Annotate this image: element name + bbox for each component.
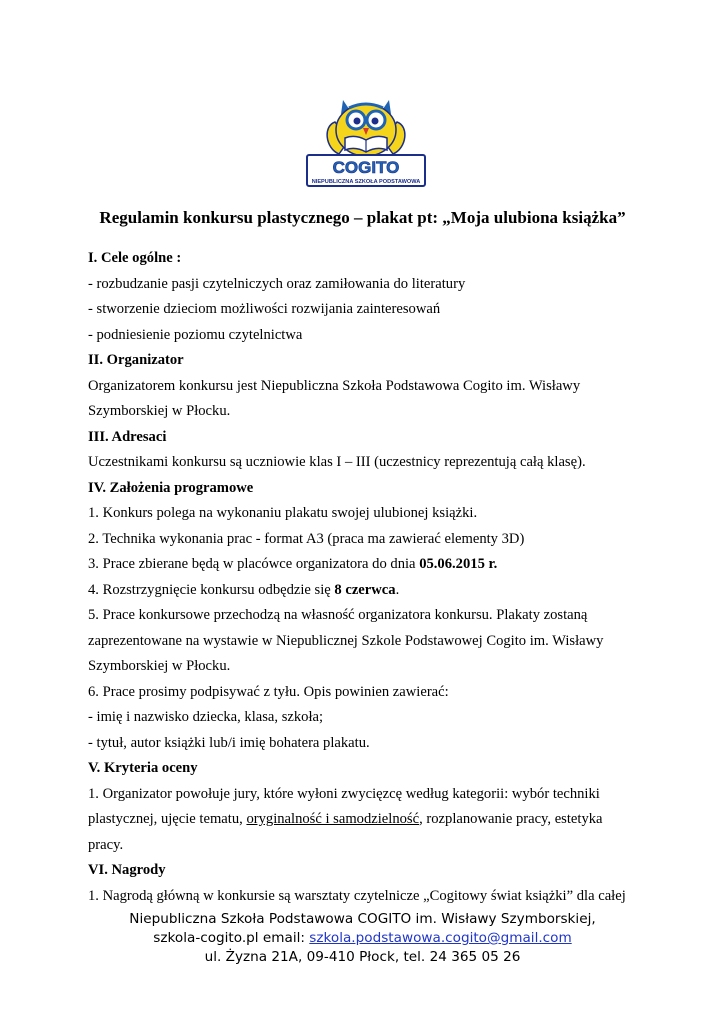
email-link[interactable]: szkola.podstawowa.cogito@gmail.com	[309, 930, 572, 946]
paragraph-line: Organizatorem konkursu jest Niepubliczna Szkoła Podstawowa Cogito im. Wisławy	[88, 377, 581, 394]
item-text: 3. Prace zbierane będą w placówce organizatora do dnia	[88, 556, 420, 572]
paragraph-line: pracy.	[88, 836, 124, 853]
logo-subtitle: NIEPUBLICZNA SZKOŁA PODSTAWOWA	[311, 179, 421, 185]
paragraph-line: Uczestnikami konkursu są uczniowie klas I – III (uczestnicy reprezentują całą klasę).	[88, 454, 586, 470]
footer-address: ul. Żyzna 21A, 09-410 Płock, tel. 24 365 05 26	[204, 949, 521, 965]
section-heading-program: IV. Założenia programowe	[88, 479, 254, 496]
results-date: 8 czerwca	[334, 581, 396, 598]
paragraph-line: Szymborskiej w Płocku.	[88, 403, 231, 419]
list-item: 6. Prace prosimy podpisywać z tyłu. Opis powinien zawierać:	[88, 683, 449, 700]
list-item: - rozbudzanie pasji czytelniczych oraz zamiłowania do literatury	[88, 275, 466, 292]
page-footer	[0, 910, 725, 967]
list-item: 1. Konkurs polega na wykonaniu plakatu swojej ulubionej książki.	[88, 505, 478, 521]
item-text: , rozplanowanie pracy, estetyka	[419, 811, 603, 827]
list-item	[88, 578, 648, 604]
owl-logo-icon	[305, 92, 427, 188]
document-title: Regulamin konkursu plastycznego – plakat pt: „Moja ulubiona książka”	[99, 208, 626, 227]
paragraph-line: 1. Organizator powołuje jury, które wyłoni zwycięzcę według kategorii: wybór techniki	[88, 785, 600, 802]
list-item: 2. Technika wykonania prac - format A3 (praca ma zawierać elementy 3D)	[88, 530, 525, 547]
item-text: plastycznej, ujęcie tematu,	[88, 811, 247, 827]
paragraph-line	[88, 807, 648, 833]
section-heading-addressees: III. Adresaci	[88, 428, 167, 445]
section-heading-goals: I. Cele ogólne :	[88, 250, 182, 266]
document-body	[88, 246, 648, 909]
list-item: - podniesienie poziomu czytelnictwa	[88, 326, 303, 343]
logo-name: COGITO	[332, 158, 400, 177]
footer-school-name: Niepubliczna Szkoła Podstawowa COGITO im. Wisławy Szymborskiej,	[129, 911, 596, 927]
school-logo	[305, 92, 427, 188]
section-heading-organizer: II. Organizator	[88, 352, 184, 368]
footer-contact	[0, 929, 725, 948]
deadline-date: 05.06.2015 r.	[419, 556, 498, 572]
section-heading-criteria: V. Kryteria oceny	[88, 760, 198, 776]
paragraph-line: 1. Nagrodą główną w konkursie są warsztaty czytelnicze „Cogitowy świat książki” dla całej	[88, 887, 626, 904]
item-text: .	[395, 581, 400, 598]
paragraph-line: Szymborskiej w Płocku.	[88, 658, 231, 674]
underlined-criteria: oryginalność i samodzielność	[246, 811, 420, 827]
section-heading-prizes: VI. Nagrody	[88, 862, 166, 878]
list-item: 5. Prace konkursowe przechodzą na własność organizatora konkursu. Plakaty zostaną	[88, 607, 588, 623]
list-item: - stworzenie dzieciom możliwości rozwijania zainteresowań	[88, 301, 441, 317]
footer-website: szkola-cogito.pl email:	[153, 930, 310, 946]
item-text: 4. Rozstrzygnięcie konkursu odbędzie się	[88, 581, 335, 598]
sub-list-item: - tytuł, autor książki lub/i imię bohatera plakatu.	[88, 734, 370, 751]
list-item	[88, 552, 648, 578]
sub-list-item: - imię i nazwisko dziecka, klasa, szkoła;	[88, 709, 324, 725]
paragraph-line: zaprezentowane na wystawie w Niepublicznej Szkole Podstawowej Cogito im. Wisławy	[88, 632, 604, 649]
